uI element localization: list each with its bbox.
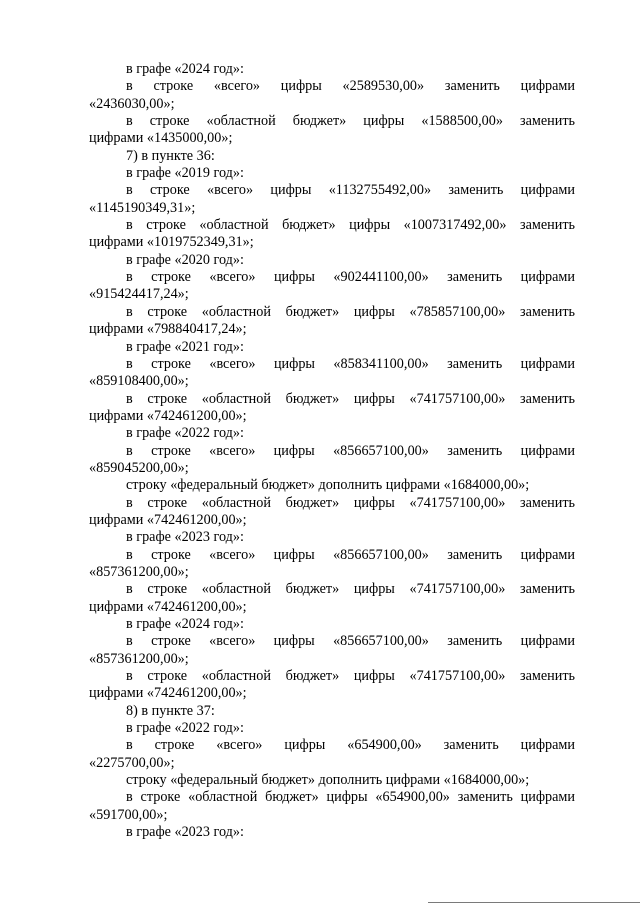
- text-line: цифрами «742461200,00»;: [89, 511, 247, 528]
- text-line: цифрами «1019752349,31»;: [89, 234, 254, 251]
- text-line: в строке «областной бюджет» цифры «741757100,00» заменить: [126, 581, 575, 598]
- text-line: в строке «всего» цифры «1132755492,00» заменить цифрами: [126, 182, 575, 199]
- text-line: в строке «областной бюджет» цифры «741757100,00» заменить: [126, 390, 575, 407]
- text-line: в строке «областной бюджет» цифры «785857100,00» заменить: [126, 303, 575, 320]
- text-line: «2436030,00»;: [89, 95, 175, 112]
- text-line: в графе «2019 год»:: [126, 165, 244, 182]
- text-line: 8) в пункте 37:: [126, 702, 215, 719]
- text-line: в строке «всего» цифры «856657100,00» заменить цифрами: [126, 633, 575, 650]
- text-line: цифрами «1435000,00»;: [89, 130, 233, 147]
- text-line: цифрами «742461200,00»;: [89, 685, 247, 702]
- text-line: в строке «всего» цифры «902441100,00» заменить цифрами: [126, 269, 575, 286]
- document-body: [89, 61, 575, 841]
- text-line: цифрами «798840417,24»;: [89, 321, 247, 338]
- text-line: в строке «всего» цифры «858341100,00» заменить цифрами: [126, 355, 575, 372]
- text-line: 7) в пункте 36:: [126, 147, 215, 164]
- text-line: в графе «2024 год»:: [126, 616, 244, 632]
- text-line: «857361200,00»;: [89, 563, 189, 580]
- text-line: в графе «2022 год»:: [126, 720, 244, 737]
- text-line: в строке «всего» цифры «856657100,00» заменить цифрами: [126, 442, 575, 459]
- text-line: цифрами «742461200,00»;: [89, 407, 247, 424]
- text-line: в строке «областной бюджет» цифры «654900,00» заменить цифрами: [126, 789, 575, 806]
- text-line: в строке «всего» цифры «2589530,00» заменить цифрами: [126, 78, 575, 95]
- text-line: в строке «областной бюджет» цифры «741757100,00» заменить: [126, 668, 575, 685]
- text-line: в графе «2023 год»:: [126, 824, 244, 841]
- text-line: «2275700,00»;: [89, 754, 175, 771]
- text-line: в графе «2022 год»:: [126, 425, 244, 442]
- text-line: строку «федеральный бюджет» дополнить цифрами «1684000,00»;: [126, 772, 530, 789]
- text-line: в строке «всего» цифры «654900,00» заменить цифрами: [126, 737, 575, 754]
- text-line: в строке «областной бюджет» цифры «1007317492,00» заменить: [126, 217, 575, 234]
- text-line: «591700,00»;: [89, 806, 168, 823]
- text-line: «859108400,00»;: [89, 373, 189, 390]
- text-line: «859045200,00»;: [89, 459, 189, 476]
- text-line: в графе «2024 год»:: [126, 61, 244, 77]
- text-line: в строке «всего» цифры «856657100,00» заменить цифрами: [126, 546, 575, 563]
- page-bottom-rule: [428, 902, 640, 903]
- text-line: строку «федеральный бюджет» дополнить цифрами «1684000,00»;: [126, 477, 530, 494]
- text-line: «857361200,00»;: [89, 650, 189, 667]
- text-line: в строке «областной бюджет» цифры «1588500,00» заменить: [126, 113, 575, 130]
- text-line: «915424417,24»;: [89, 286, 189, 303]
- text-line: в графе «2023 год»:: [126, 529, 244, 546]
- text-line: в графе «2021 год»:: [126, 338, 244, 355]
- text-line: цифрами «742461200,00»;: [89, 598, 247, 615]
- text-line: «1145190349,31»;: [89, 199, 196, 216]
- text-line: в графе «2020 год»:: [126, 251, 244, 268]
- text-line: в строке «областной бюджет» цифры «741757100,00» заменить: [126, 494, 575, 511]
